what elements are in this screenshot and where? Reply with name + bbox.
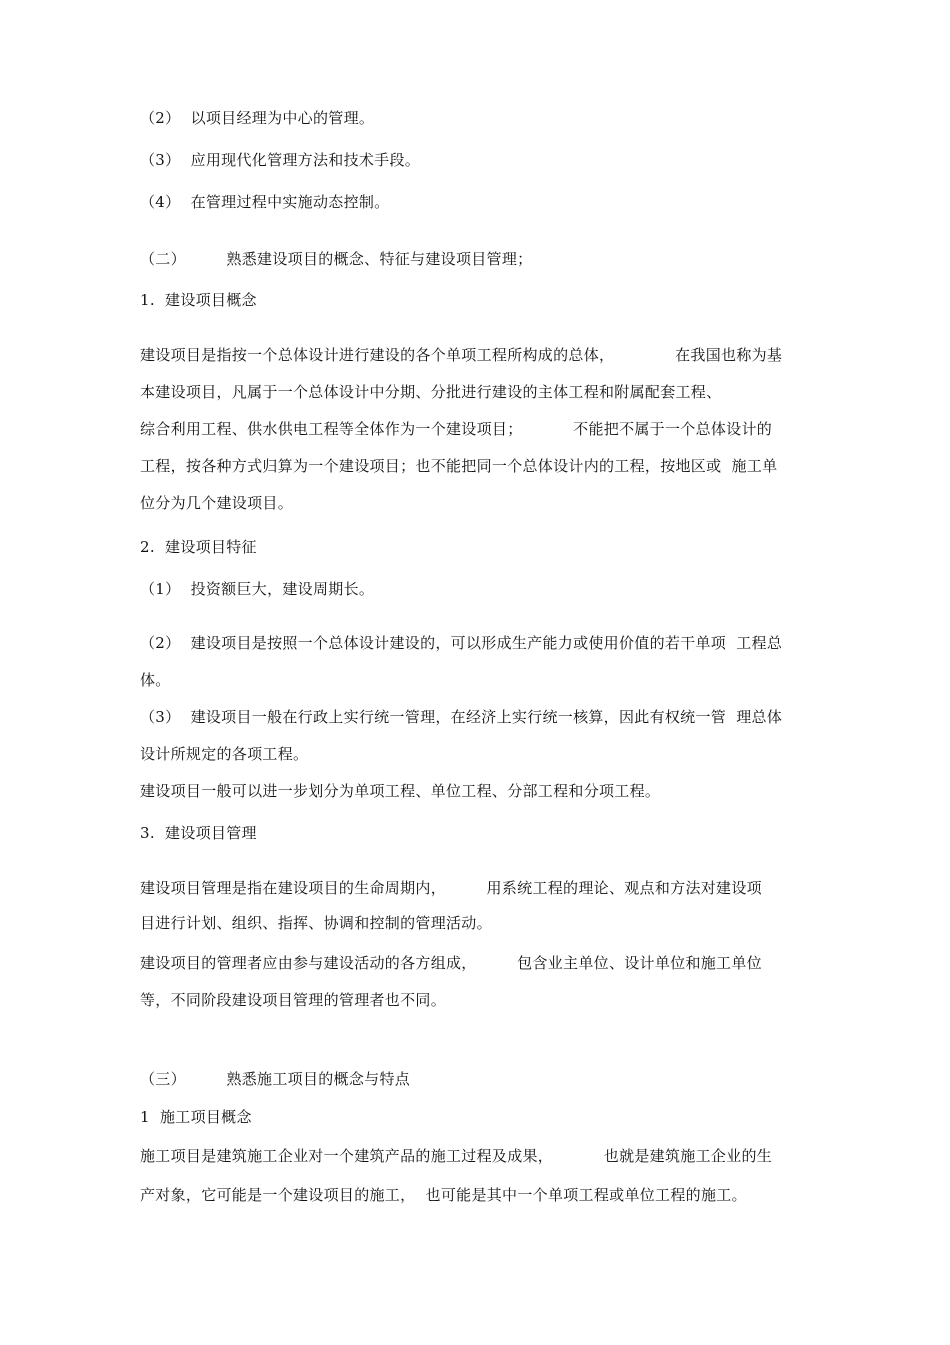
- paragraph-line: 目进行计划、组织、指挥、协调和控制的管理活动。: [140, 914, 492, 932]
- paragraph-line: 建设项目一般可以进一步划分为单项工程、单位工程、分部工程和分项工程。: [140, 782, 661, 800]
- list-item-3-modern-methods: （3） 应用现代化管理方法和技术手段。: [140, 151, 421, 169]
- paragraph-line: 位分为几个建设项目。: [140, 494, 294, 512]
- feature-item-3-cont: 设计所规定的各项工程。: [140, 745, 309, 763]
- feature-item-2: （2） 建设项目是按照一个总体设计建设的，可以形成生产能力或使用价值的若干单项 工程总: [140, 634, 783, 652]
- section-heading-3: （三） 熟悉施工项目的概念与特点: [140, 1070, 411, 1088]
- paragraph-line: 综合利用工程、供水供电工程等全体作为一个建设项目； 不能把不属于一个总体设计的: [140, 420, 773, 438]
- feature-item-3: （3） 建设项目一般在行政上实行统一管理，在经济上实行统一核算，因此有权统一管 理总体: [140, 708, 783, 726]
- feature-item-2-cont: 体。: [140, 671, 171, 689]
- subheading-2-features: 2. 建设项目特征: [140, 538, 257, 556]
- paragraph-line: 本建设项目，凡属于一个总体设计中分期、分批进行建设的主体工程和附属配套工程、: [140, 383, 722, 401]
- paragraph-line: 等，不同阶段建设项目管理的管理者也不同。: [140, 991, 447, 1009]
- list-item-2-manager-centered: （2） 以项目经理为中心的管理。: [140, 109, 375, 127]
- section-heading-2: （二） 熟悉建设项目的概念、特征与建设项目管理；: [140, 250, 533, 268]
- paragraph-line: 建设项目的管理者应由参与建设活动的各方组成， 包含业主单位、设计单位和施工单位: [140, 954, 762, 972]
- paragraph-line: 产对象，它可能是一个建设项目的施工， 也可能是其中一个单项工程或单位工程的施工。: [140, 1186, 747, 1204]
- subheading-construction-concept: 1 施工项目概念: [140, 1108, 252, 1126]
- paragraph-line: 工程，按各种方式归算为一个建设项目；也不能把同一个总体设计内的工程，按地区或 施工单: [140, 457, 778, 475]
- feature-item-1: （1） 投资额巨大，建设周期长。: [140, 580, 375, 598]
- paragraph-line: 施工项目是建筑施工企业对一个建筑产品的施工过程及成果， 也就是建筑施工企业的生: [140, 1147, 773, 1165]
- list-item-4-dynamic-control: （4） 在管理过程中实施动态控制。: [140, 193, 390, 211]
- paragraph-line: 建设项目管理是指在建设项目的生命周期内， 用系统工程的理论、观点和方法对建设项: [140, 879, 762, 897]
- paragraph-line: 建设项目是指按一个总体设计进行建设的各个单项工程所构成的总体， 在我国也称为基: [140, 346, 783, 364]
- subheading-1-concept: 1. 建设项目概念: [140, 291, 257, 309]
- subheading-3-management: 3. 建设项目管理: [140, 824, 257, 842]
